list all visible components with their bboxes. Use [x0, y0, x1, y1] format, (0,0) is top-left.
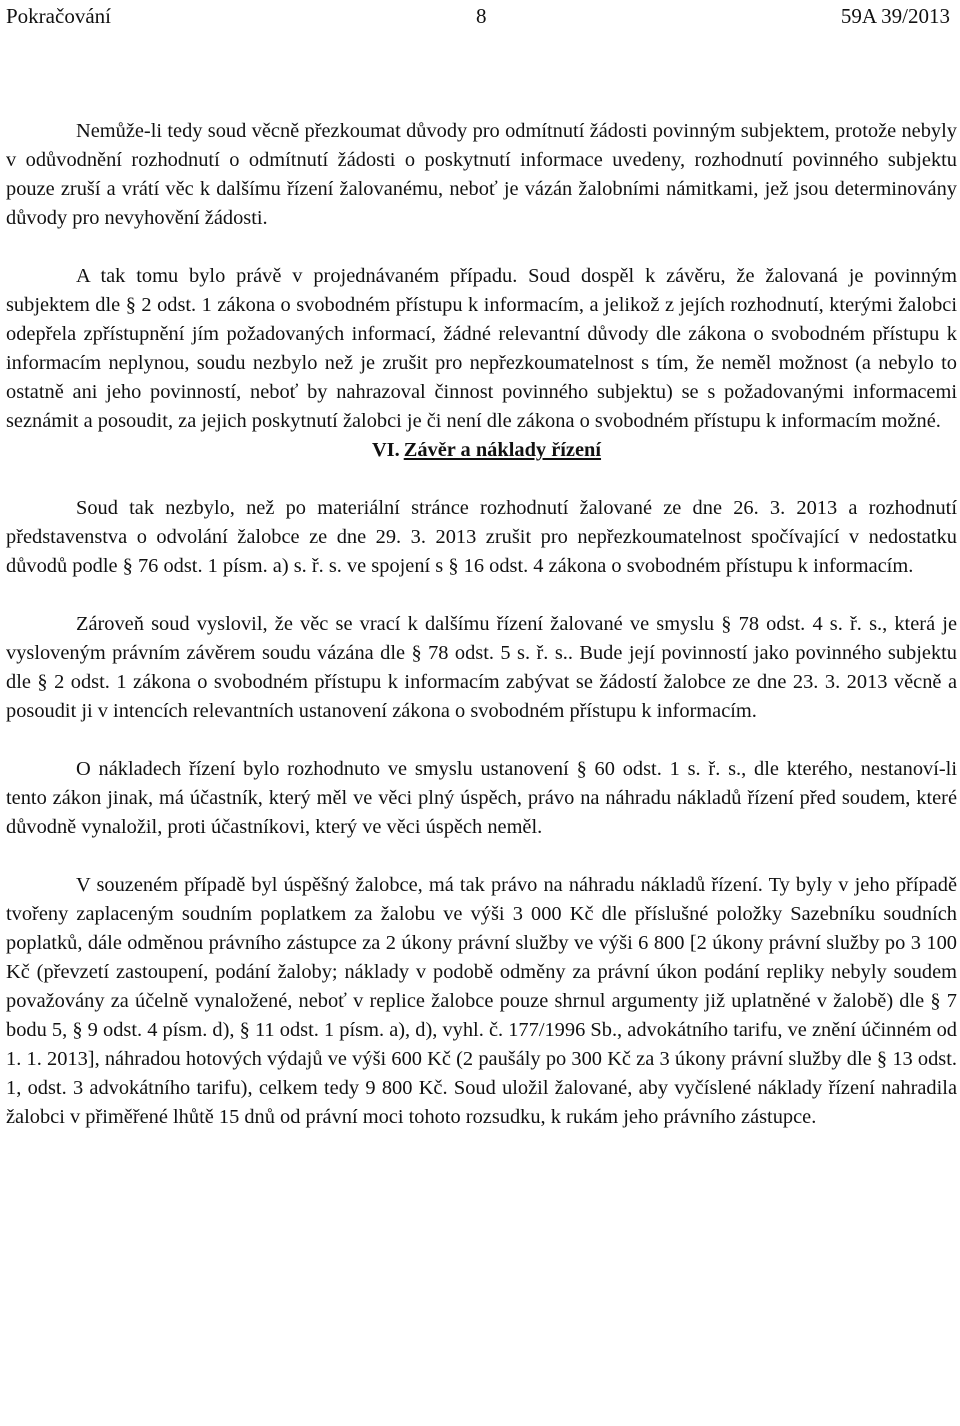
- case-number: 59A 39/2013: [840, 4, 950, 28]
- section-title: Závěr a náklady řízení: [403, 439, 602, 461]
- header-continuation-label: Pokračování: [6, 4, 111, 28]
- section-number: VI.: [371, 439, 400, 461]
- paragraph: O nákladech řízení bylo rozhodnuto ve smyslu ustanovení § 60 odst. 1 s. ř. s., dle kterého, nestanoví-li tento zákon jinak, má účastník, který měl ve věci plný úspěch, právo na náhradu nákladů řízení před soudem, které důvodně vynaložil, proti účastníkovi, který ve věci úspěch neměl.: [6, 758, 957, 838]
- paragraph: Zároveň soud vyslovil, že věc se vrací k dalšímu řízení žalované ve smyslu § 78 odst. 4 s. ř. s., která je vysloveným právním závěrem soudu vázána dle § 78 odst. 5 s. ř. s.. Bude její povinností jako povinného subjektu dle § 2 odst. 1 zákona o svobodném přístupu k informacím zabývat se žádostí žalobce ze dne 23. 3. 2013 věcně a posoudit ji v intencích relevantních ustanovení zákona o svobodném přístupu k informacím.: [6, 613, 957, 722]
- page-number: 8: [476, 4, 487, 28]
- page-header: [6, 2, 950, 30]
- paragraph: Soud tak nezbylo, než po materiální stránce rozhodnutí žalované ze dne 26. 3. 2013 a rozhodnutí představenstva o odvolání žalobce ze dne 29. 3. 2013 zrušit pro nepřezkoumatelnost spočívající v nedostatku důvodů podle § 76 odst. 1 písm. a) s. ř. s. ve spojení s § 16 odst. 4 zákona o svobodném přístupu k informacím.: [6, 497, 957, 577]
- paragraph: V souzeném případě byl úspěšný žalobce, má tak právo na náhradu nákladů řízení. Ty byly v jeho případě tvořeny zaplaceným soudním poplatkem za žalobu ve výši 3 000 Kč dle příslušné položky Sazebníku soudních poplatků, dále odměnou právního zástupce za 2 úkony právní služby ve výši 6 800 [2 úkony právní služby po 3 100 Kč (převzetí zastoupení, podání žaloby; náklady v podobě odměny za právní úkon podání repliky nebyly soudem považovány za účelně vynaložené, neboť v replice žalobce pouze shrnul argumenty již uplatněné v žalobě) dle § 7 bodu 5, § 9 odst. 4 písm. d), § 11 odst. 1 písm. a), d), vyhl. č. 177/1996 Sb., advokátního tarifu, ve znění účinném od 1. 1. 2013], náhradou hotových výdajů ve výši 600 Kč (2 paušály po 300 Kč za 3 úkony právní služby dle § 13 odst. 1, odst. 3 advokátního tarifu), celkem tedy 9 800 Kč. Soud uložil žalované, aby vyčíslené náklady řízení nahradila žalobci v přiměřené lhůtě 15 dnů od právní moci tohoto rozsudku, k rukám jeho právního zástupce.: [6, 874, 957, 1128]
- document-body: [6, 117, 957, 1132]
- paragraph: A tak tomu bylo právě v projednávaném případu. Soud dospěl k závěru, že žalovaná je povinným subjektem dle § 2 odst. 1 zákona o svobodném přístupu k informacím, a jelikož z jejích rozhodnutí, kterými žalobci odepřela zpřístupnění jím požadovaných informací, žádné relevantní důvody dle zákona o svobodném přístupu k informacím neplynou, soudu nezbylo než je zrušit pro nepřezkoumatelnost s tím, že neměl možnost (a nebylo to ostatně ani jeho povinností, neboť by nahrazoval činnost povinného subjektu) se s požadovanými informacemi seznámit a posoudit, za jejich poskytnutí žalobci je či není dle zákona o svobodném přístupu k informacím možné.: [6, 265, 957, 432]
- paragraph: Nemůže-li tedy soud věcně přezkoumat důvody pro odmítnutí žádosti povinným subjektem, protože nebyly v odůvodnění rozhodnutí o odmítnutí žádosti o poskytnutí informace uvedeny, rozhodnutí povinného subjektu pouze zruší a vrátí věc k dalšímu řízení žalovanému, neboť je vázán žalobními námitkami, jež jsou determinovány důvody pro nevyhovění žádosti.: [6, 120, 957, 229]
- section-heading: [6, 436, 957, 465]
